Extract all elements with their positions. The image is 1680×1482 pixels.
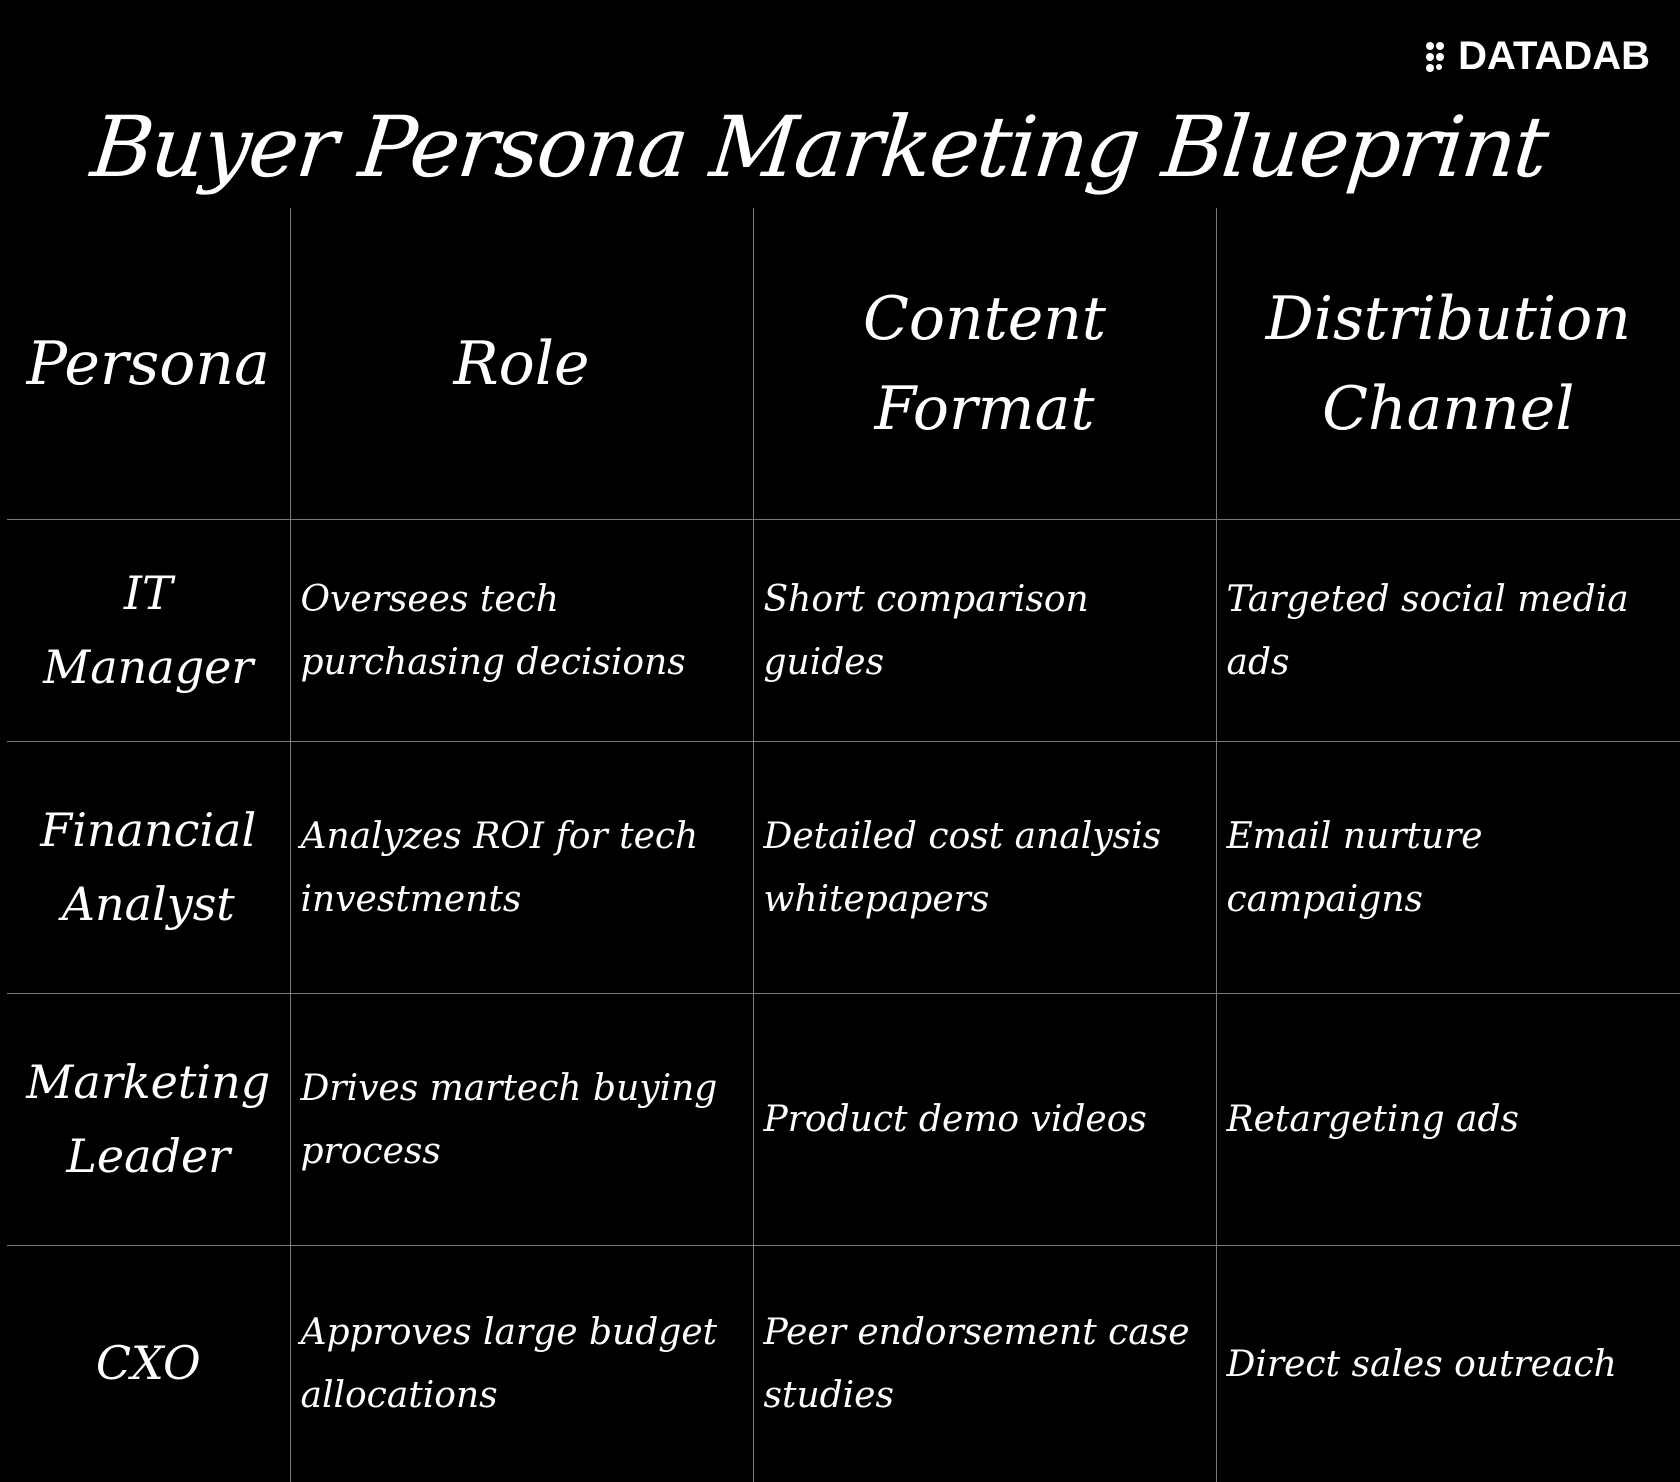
dots-grid-icon [1426, 40, 1452, 74]
persona-cell: Marketing Leader [7, 994, 290, 1246]
content-format-cell: Peer endorsement case studies [753, 1246, 1216, 1482]
header-row [7, 208, 1680, 520]
role-cell: Oversees tech purchasing decisions [290, 520, 753, 742]
brand-logo [1426, 34, 1650, 79]
persona-cell: CXO [7, 1246, 290, 1482]
header-content-format: Content Format [753, 208, 1216, 520]
table-row [7, 520, 1680, 742]
role-cell: Drives martech buying process [290, 994, 753, 1246]
distribution-channel-cell: Direct sales outreach [1216, 1246, 1680, 1482]
brand-name: DATADAB [1458, 34, 1650, 79]
distribution-channel-cell: Targeted social media ads [1216, 520, 1680, 742]
persona-cell: IT Manager [7, 520, 290, 742]
distribution-channel-cell: Email nurture campaigns [1216, 742, 1680, 994]
page-title: Buyer Persona Marketing Blueprint [87, 98, 1551, 196]
table-row [7, 1246, 1680, 1482]
content-format-cell: Detailed cost analysis whitepapers [753, 742, 1216, 994]
role-cell: Analyzes ROI for tech investments [290, 742, 753, 994]
table-row [7, 994, 1680, 1246]
header-role: Role [290, 208, 753, 520]
persona-cell: Financial Analyst [7, 742, 290, 994]
header-persona: Persona [7, 208, 290, 520]
table-row [7, 742, 1680, 994]
role-cell: Approves large budget allocations [290, 1246, 753, 1482]
blueprint-table [7, 208, 1680, 1482]
content-format-cell: Short comparison guides [753, 520, 1216, 742]
distribution-channel-cell: Retargeting ads [1216, 994, 1680, 1246]
content-format-cell: Product demo videos [753, 994, 1216, 1246]
header-distribution-channel: Distribution Channel [1216, 208, 1680, 520]
